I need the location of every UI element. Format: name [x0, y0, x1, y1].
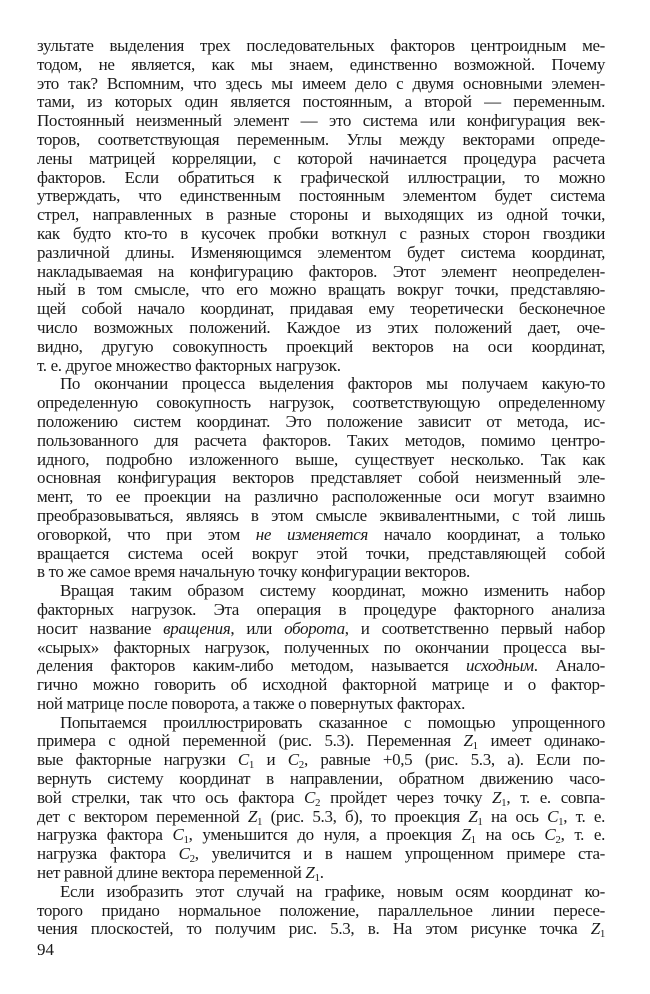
- text-run: деления факторов каким-либо методом, называется: [37, 656, 466, 676]
- text-run: вращается система осей вокруг этой точки, представляющей собой: [37, 543, 605, 563]
- text-run: на ось: [482, 806, 548, 826]
- text-line: [37, 150, 605, 169]
- text-line: [37, 357, 605, 376]
- text-line: [37, 789, 605, 808]
- text-line: [37, 281, 605, 300]
- text-run: , уменьшится до нуля, а проекция: [188, 825, 462, 845]
- text-run: чения плоскостей, то получим рис. 5.3, в. На этом рисунке точка: [37, 919, 591, 939]
- text-run: нагрузка фактора: [37, 844, 179, 864]
- page-body-text: [37, 37, 605, 939]
- text-line: [37, 808, 605, 827]
- text-line: [37, 751, 605, 770]
- text-run: , и соответственно первый набор: [344, 618, 605, 638]
- italic-text: Z: [590, 919, 600, 939]
- text-line: [37, 620, 605, 639]
- text-run: Вращая таким образом систему координат, можно изменить набор: [60, 581, 605, 601]
- text-run: и: [254, 750, 288, 770]
- text-run: это так? Вспомним, что здесь мы имеем дело с двумя основными элемен-: [37, 73, 605, 93]
- text-run: видно, другую совокупность проекций векторов на оси координат,: [37, 336, 605, 356]
- italic-text: C: [178, 844, 190, 864]
- italic-text: не изменяется: [255, 524, 368, 544]
- text-run: зультате выделения трех последовательных факторов центроидным ме-: [37, 36, 605, 55]
- text-run: , т. е. совпа-: [506, 787, 605, 807]
- text-run: мент, то ее проекции на различно расположенные оси могут взаимно: [37, 487, 605, 507]
- text-line: [37, 770, 605, 789]
- text-run: вернуть систему координат в направлении, обратном движению часо-: [37, 769, 605, 789]
- subscript: 1: [183, 834, 189, 847]
- italic-text: C: [287, 750, 299, 770]
- subscript: 1: [470, 834, 476, 847]
- text-line: [37, 469, 605, 488]
- text-run: ный в том смысле, что его можно вращать вокруг точки, представляю-: [37, 280, 605, 300]
- text-line: [37, 563, 605, 582]
- italic-text: C: [172, 825, 184, 845]
- text-run: щей собой начало координат, придавая ему теоретически бесконечное: [37, 299, 605, 319]
- text-run: , увеличится и в нашем упрощенном примере ста-: [194, 844, 605, 864]
- text-run: накладываемая на конфигурацию факторов. Этот элемент неопределен-: [37, 261, 605, 281]
- italic-text: C: [304, 787, 316, 807]
- text-run: носит название: [37, 618, 164, 638]
- text-run: «сырых» факторных нагрузок, полученных по окончании процесса вы-: [37, 637, 605, 657]
- paragraph: [37, 375, 605, 582]
- text-run: дет с вектором переменной: [37, 806, 248, 826]
- text-line: [37, 300, 605, 319]
- italic-text: C: [237, 750, 249, 770]
- text-run: По окончании процесса выделения факторов мы получаем какую-то: [60, 374, 605, 394]
- text-line: [37, 732, 605, 751]
- text-line: [37, 451, 605, 470]
- text-line: [37, 206, 605, 225]
- subscript: 2: [555, 834, 561, 847]
- subscript: 1: [256, 815, 263, 828]
- text-run: пройдет через точку: [320, 787, 493, 807]
- text-line: [37, 244, 605, 263]
- subscript: 1: [472, 740, 478, 753]
- text-run: тодом, не является, как мы знаем, единственно возможной. Почему: [37, 54, 605, 74]
- text-line: [37, 93, 605, 112]
- text-line: [37, 432, 605, 451]
- italic-text: C: [544, 825, 556, 845]
- text-line: [37, 695, 605, 714]
- text-run: , равные +0,5 (рис. 5.3, а). Если по-: [303, 750, 605, 770]
- subscript: 2: [315, 796, 321, 809]
- text-run: начало координат, а только: [367, 524, 605, 544]
- text-run: число возможных положений. Каждое из этих положений дает, оче-: [37, 317, 605, 337]
- text-line: [37, 714, 605, 733]
- text-run: торов, соответствующая переменным. Углы между векторами опреде-: [37, 129, 605, 149]
- text-line: [37, 131, 605, 150]
- text-line: [37, 37, 605, 56]
- text-line: [37, 864, 605, 883]
- italic-text: исходным: [465, 656, 534, 676]
- text-run: утверждать, что единственным постоянным элементом будет система: [37, 186, 605, 206]
- italic-text: Z: [461, 825, 471, 845]
- subscript: 1: [558, 815, 564, 828]
- subscript: 1: [477, 815, 483, 828]
- text-line: [37, 845, 605, 864]
- text-run: , т. е.: [560, 825, 605, 845]
- text-run: торого придано нормальное положение, параллельное линии пересе-: [37, 900, 605, 920]
- text-line: [37, 75, 605, 94]
- text-line: [37, 601, 605, 620]
- text-run: основная конфигурация векторов представляет собой неизменный эле-: [37, 468, 605, 488]
- text-line: [37, 375, 605, 394]
- text-run: гично можно говорить об исходной факторной матрице и о фактор-: [37, 675, 605, 695]
- text-line: [37, 394, 605, 413]
- text-line: [37, 545, 605, 564]
- text-line: [37, 112, 605, 131]
- italic-text: Z: [463, 731, 473, 751]
- text-line: [37, 507, 605, 526]
- page-number: 94: [37, 940, 54, 959]
- text-line: [37, 263, 605, 282]
- text-run: т. е. другое множество факторных нагрузок.: [37, 355, 341, 375]
- text-run: как будто кто-то в кусочек пробки воткнул с разных сторон гвоздики: [37, 223, 605, 243]
- text-run: идного, подробно изложенного выше, существует несколько. Так как: [37, 449, 605, 469]
- text-run: вой стрелки, так что ось фактора: [37, 787, 305, 807]
- text-line: [37, 338, 605, 357]
- text-run: факторных нагрузок. Эта операция в процедуре факторного анализа: [37, 599, 605, 619]
- paragraph: [37, 582, 605, 714]
- text-run: лены матрицей корреляции, с которой начинается процедура расчета: [37, 148, 605, 168]
- subscript: 1: [599, 928, 605, 941]
- text-run: преобразовываться, являясь в этом смысле эквивалентными, с той лишь: [37, 505, 605, 525]
- text-run: имеет одинако-: [477, 731, 605, 751]
- italic-text: Z: [492, 787, 502, 807]
- text-line: [37, 169, 605, 188]
- italic-text: C: [547, 806, 559, 826]
- italic-text: вращения: [163, 618, 231, 638]
- text-line: [37, 676, 605, 695]
- text-run: Если изобразить этот случай на графике, новым осям координат ко-: [60, 881, 605, 901]
- italic-text: Z: [247, 806, 257, 826]
- text-run: на ось: [475, 825, 545, 845]
- italic-text: оборота: [284, 618, 345, 638]
- text-run: ной матрице после поворота, а также о повернутых факторах.: [37, 693, 466, 713]
- text-line: [37, 657, 605, 676]
- text-line: [37, 920, 605, 939]
- text-run: оговоркой, что при этом: [37, 524, 256, 544]
- subscript: 1: [314, 872, 320, 885]
- text-run: вые факторные нагрузки: [37, 750, 238, 770]
- text-line: [37, 187, 605, 206]
- text-run: тами, из которых один является постоянным, а второй — переменным.: [37, 92, 605, 112]
- paragraph: [37, 714, 605, 883]
- text-line: [37, 488, 605, 507]
- text-run: . Анало-: [533, 656, 605, 676]
- text-line: [37, 883, 605, 902]
- text-run: Попытаемся проиллюстрировать сказанное с помощью упрощенного: [60, 712, 605, 732]
- text-run: факторов. Если обратиться к графической иллюстрации, то можно: [37, 167, 605, 187]
- text-line: [37, 902, 605, 921]
- paragraph: [37, 883, 605, 939]
- text-run: .: [319, 863, 324, 883]
- text-line: [37, 319, 605, 338]
- subscript: 2: [298, 759, 304, 772]
- text-line: [37, 526, 605, 545]
- italic-text: Z: [305, 863, 315, 883]
- text-run: определенную совокупность нагрузок, соответствующую определенному: [37, 393, 605, 413]
- text-line: [37, 826, 605, 845]
- text-line: [37, 225, 605, 244]
- text-run: в то же самое время начальную точку конфигурации векторов.: [37, 562, 470, 582]
- text-run: нагрузка фактора: [37, 825, 173, 845]
- paragraph: [37, 37, 605, 375]
- text-run: нет равной длине вектора переменной: [37, 863, 306, 883]
- text-line: [37, 639, 605, 658]
- subscript: 2: [189, 853, 195, 866]
- text-line: [37, 413, 605, 432]
- text-run: , т. е.: [563, 806, 605, 826]
- text-run: Постоянный неизменный элемент — это система или конфигурация век-: [37, 111, 605, 131]
- text-run: примера с одной переменной (рис. 5.3). Переменная: [37, 731, 464, 751]
- text-run: положению систем координат. Это положение зависит от метода, ис-: [37, 411, 605, 431]
- subscript: 1: [501, 796, 507, 809]
- text-run: , или: [230, 618, 285, 638]
- text-run: пользованного для расчета факторов. Таких методов, помимо центро-: [37, 430, 605, 450]
- text-line: [37, 56, 605, 75]
- text-run: (рис. 5.3, б), то проекция: [262, 806, 469, 826]
- text-line: [37, 582, 605, 601]
- italic-text: Z: [468, 806, 478, 826]
- text-run: стрел, направленных в разные стороны и выходящих из одной точки,: [37, 205, 605, 225]
- subscript: 1: [248, 759, 255, 772]
- text-run: различной длины. Изменяющимся элементом будет система координат,: [37, 242, 605, 262]
